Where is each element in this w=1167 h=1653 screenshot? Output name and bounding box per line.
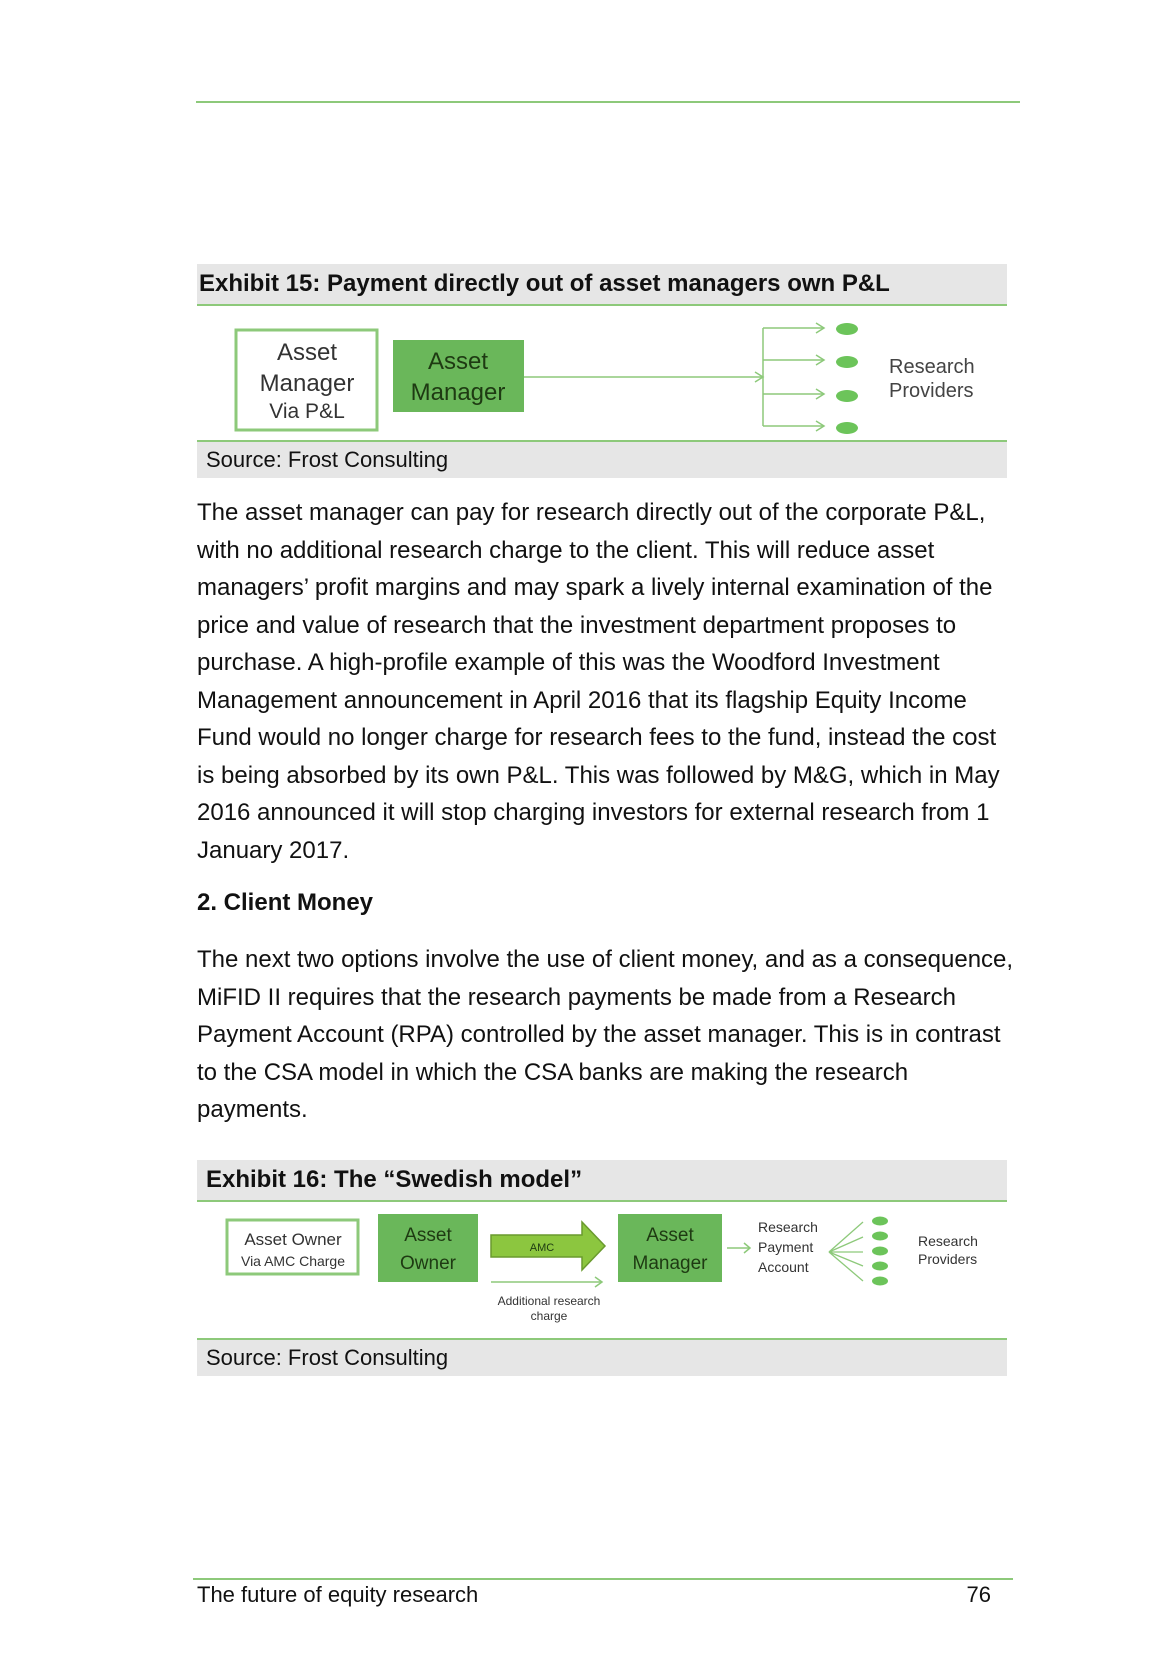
rpa-line2: Payment xyxy=(758,1239,814,1255)
providers-line2: Providers xyxy=(918,1251,978,1267)
amc-label: AMC xyxy=(529,1242,555,1254)
asset-manager-via-pl-box xyxy=(236,330,377,430)
providers-line1: Research xyxy=(918,1233,978,1249)
header-rule xyxy=(196,101,1020,103)
footer-title: The future of equity research xyxy=(197,1582,479,1607)
provider-dots xyxy=(836,323,858,434)
box1-line2: Manager xyxy=(259,370,355,397)
fan-out-arrows xyxy=(829,1222,863,1281)
box1-line2: Via AMC Charge xyxy=(240,1253,346,1269)
payment-flow-arrows xyxy=(524,323,824,431)
box1-line1: Asset xyxy=(276,339,338,366)
box2-line2: Manager xyxy=(410,379,506,406)
box1-line3: Via P&L xyxy=(269,400,345,423)
box2-line2: Owner xyxy=(400,1253,456,1274)
paragraph-pl-payment: The asset manager can pay for research directly out of the corporate P&L, with no additional research charge to the client. This will reduce asset managers’ profit margins and may spark a lively internal examination of the price and value of research that the investment department proposes to purchase. A high-profile example of this was the Woodford Investment Management announcement in April 2016 that its flagship Equity Income Fund would no longer charge for research fees to the fund, instead the cost is being absorbed by its own P&L. This was followed by M&G, which in May 2016 announced it will stop charging investors for external research from 1 January 2017. xyxy=(197,499,1000,864)
box2-line1: Asset xyxy=(404,1225,452,1246)
exhibit-16-title: Exhibit 16: The “Swedish model” xyxy=(197,1160,1007,1202)
box3-line1: Asset xyxy=(646,1225,694,1246)
charge-line2: charge xyxy=(530,1309,568,1323)
exhibit-15-source: Source: Frost Consulting xyxy=(197,440,1007,478)
asset-owner-box xyxy=(378,1214,478,1282)
providers-line2: Providers xyxy=(889,380,974,402)
provider-dots xyxy=(872,1217,888,1286)
paragraph-client-money: The next two options involve the use of client money, and as a consequence, MiFID II requires that the research payments be made from a Research Payment Account (RPA) controlled by the asset manager. This is in contrast to the CSA model in which the CSA banks are making the research payments. xyxy=(197,946,1014,1123)
section-heading: 2. Client Money xyxy=(197,889,374,916)
rpa-line3: Account xyxy=(758,1259,809,1275)
exhibit-16-diagram xyxy=(197,1202,1007,1342)
to-rpa-arrow xyxy=(727,1243,750,1253)
exhibit-16-source: Source: Frost Consulting xyxy=(197,1338,1007,1376)
asset-manager-box xyxy=(393,340,524,412)
box1-line1: Asset Owner xyxy=(244,1230,342,1249)
providers-line1: Research xyxy=(889,356,975,378)
rpa-line1: Research xyxy=(758,1219,818,1235)
charge-line1: Additional research xyxy=(497,1294,601,1308)
amc-arrow xyxy=(491,1222,605,1270)
box2-line1: Asset xyxy=(427,348,489,375)
additional-charge-arrow xyxy=(491,1277,602,1287)
exhibit-15-diagram xyxy=(197,306,1007,440)
page-number: 76 xyxy=(966,1582,991,1607)
asset-manager-box xyxy=(618,1214,722,1282)
box3-line2: Manager xyxy=(632,1253,708,1274)
asset-owner-via-amc-box xyxy=(227,1220,358,1274)
exhibit-15-title: Exhibit 15: Payment directly out of asset managers own P&L xyxy=(197,264,1007,306)
